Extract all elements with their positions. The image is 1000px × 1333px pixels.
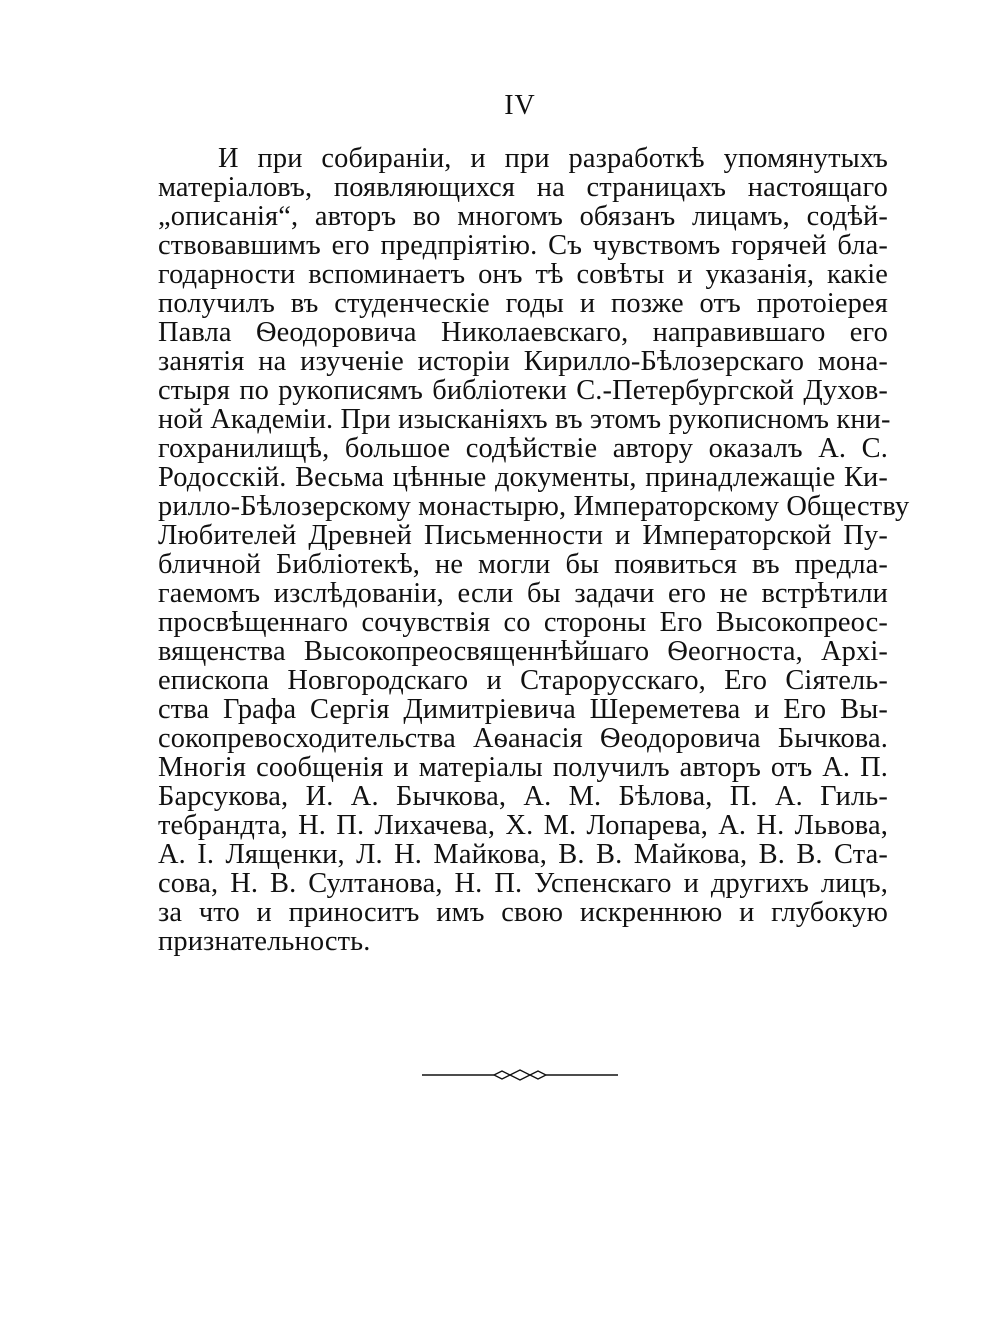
paragraph-line: занятiя на изученiе исторiи Кирилло-Бѣлозерскаго мона- <box>158 346 888 377</box>
paragraph-line: признательность. <box>158 926 371 957</box>
paragraph-line: матерiаловъ, появляющихся на страницахъ настоящаго <box>158 172 888 203</box>
paragraph-line: сокопревосходительства Аѳанасiя Ѳеодоровича Бычкова. <box>158 723 888 754</box>
page-number: IV <box>504 90 536 121</box>
ornament-divider-icon <box>422 1068 618 1082</box>
paragraph-line: стыря по рукописямъ библiотеки С.-Петербургской Духов- <box>158 375 888 406</box>
paragraph-line: Барсукова, И. А. Бычкова, А. М. Бѣлова, П. А. Гиль- <box>158 781 888 812</box>
paragraph-line: ства Графа Сергiя Димитрiевича Шереметева и Его Вы- <box>158 694 888 725</box>
paragraph-line: Родосскiй. Весьма цѣнные документы, принадлежащiе Ки- <box>158 462 888 493</box>
paragraph-line: Многiя сообщенiя и матерiалы получилъ авторъ отъ А. П. <box>158 752 888 783</box>
paragraph-line: епископа Новгородскаго и Старорусскаго, Его Сiятель- <box>158 665 888 696</box>
paragraph-line: рилло-Бѣлозерскому монастырю, Императорскому Обществу <box>158 491 910 522</box>
paragraph-line: Павла Ѳеодоровича Николаевскаго, направившаго его <box>158 317 888 348</box>
paragraph-line: за что и приноситъ имъ свою искреннюю и глубокую <box>158 897 888 928</box>
paragraph-line: „описанiя“, авторъ во многомъ обязанъ лицамъ, содѣй- <box>158 201 888 232</box>
paragraph-line: годарности вспоминаетъ онъ тѣ совѣты и указанiя, какiе <box>158 259 888 290</box>
paragraph-line: получилъ въ студенческiе годы и позже отъ протоiерея <box>158 288 888 319</box>
paragraph-line: ствовавшимъ его предпрiятiю. Съ чувствомъ горячей бла- <box>158 230 888 261</box>
paragraph-line: И при собиранiи, и при разработкѣ упомянутыхъ <box>218 143 888 174</box>
acknowledgement-paragraph <box>158 143 910 957</box>
paragraph-line: вященства Высокопреосвященнѣйшаго Ѳеогноста, Архi- <box>158 636 888 667</box>
paragraph-line: гохранилищѣ, большое содѣйствiе автору оказалъ А. С. <box>158 433 888 464</box>
paragraph-line: Любителей Древней Письменности и Императорской Пу- <box>158 520 888 551</box>
paragraph-line: сова, Н. В. Султанова, Н. П. Успенскаго и другихъ лицъ, <box>158 868 888 899</box>
paragraph-line: бличной Библiотекѣ, не могли бы появиться въ предла- <box>158 549 888 580</box>
paragraph-line: тебрандта, Н. П. Лихачева, Х. М. Лопарева, А. Н. Львова, <box>158 810 888 841</box>
paragraph-line: А. I. Лященки, Л. Н. Майкова, В. В. Майкова, В. В. Ста- <box>158 839 888 870</box>
paragraph-line: гаемомъ изслѣдованiи, если бы задачи его не встрѣтили <box>158 578 888 609</box>
paragraph-line: ной Академiи. При изысканiяхъ въ этомъ рукописномъ кни- <box>158 404 891 435</box>
paragraph-line: просвѣщеннаго сочувствiя со стороны Его Высокопреос- <box>158 607 888 638</box>
